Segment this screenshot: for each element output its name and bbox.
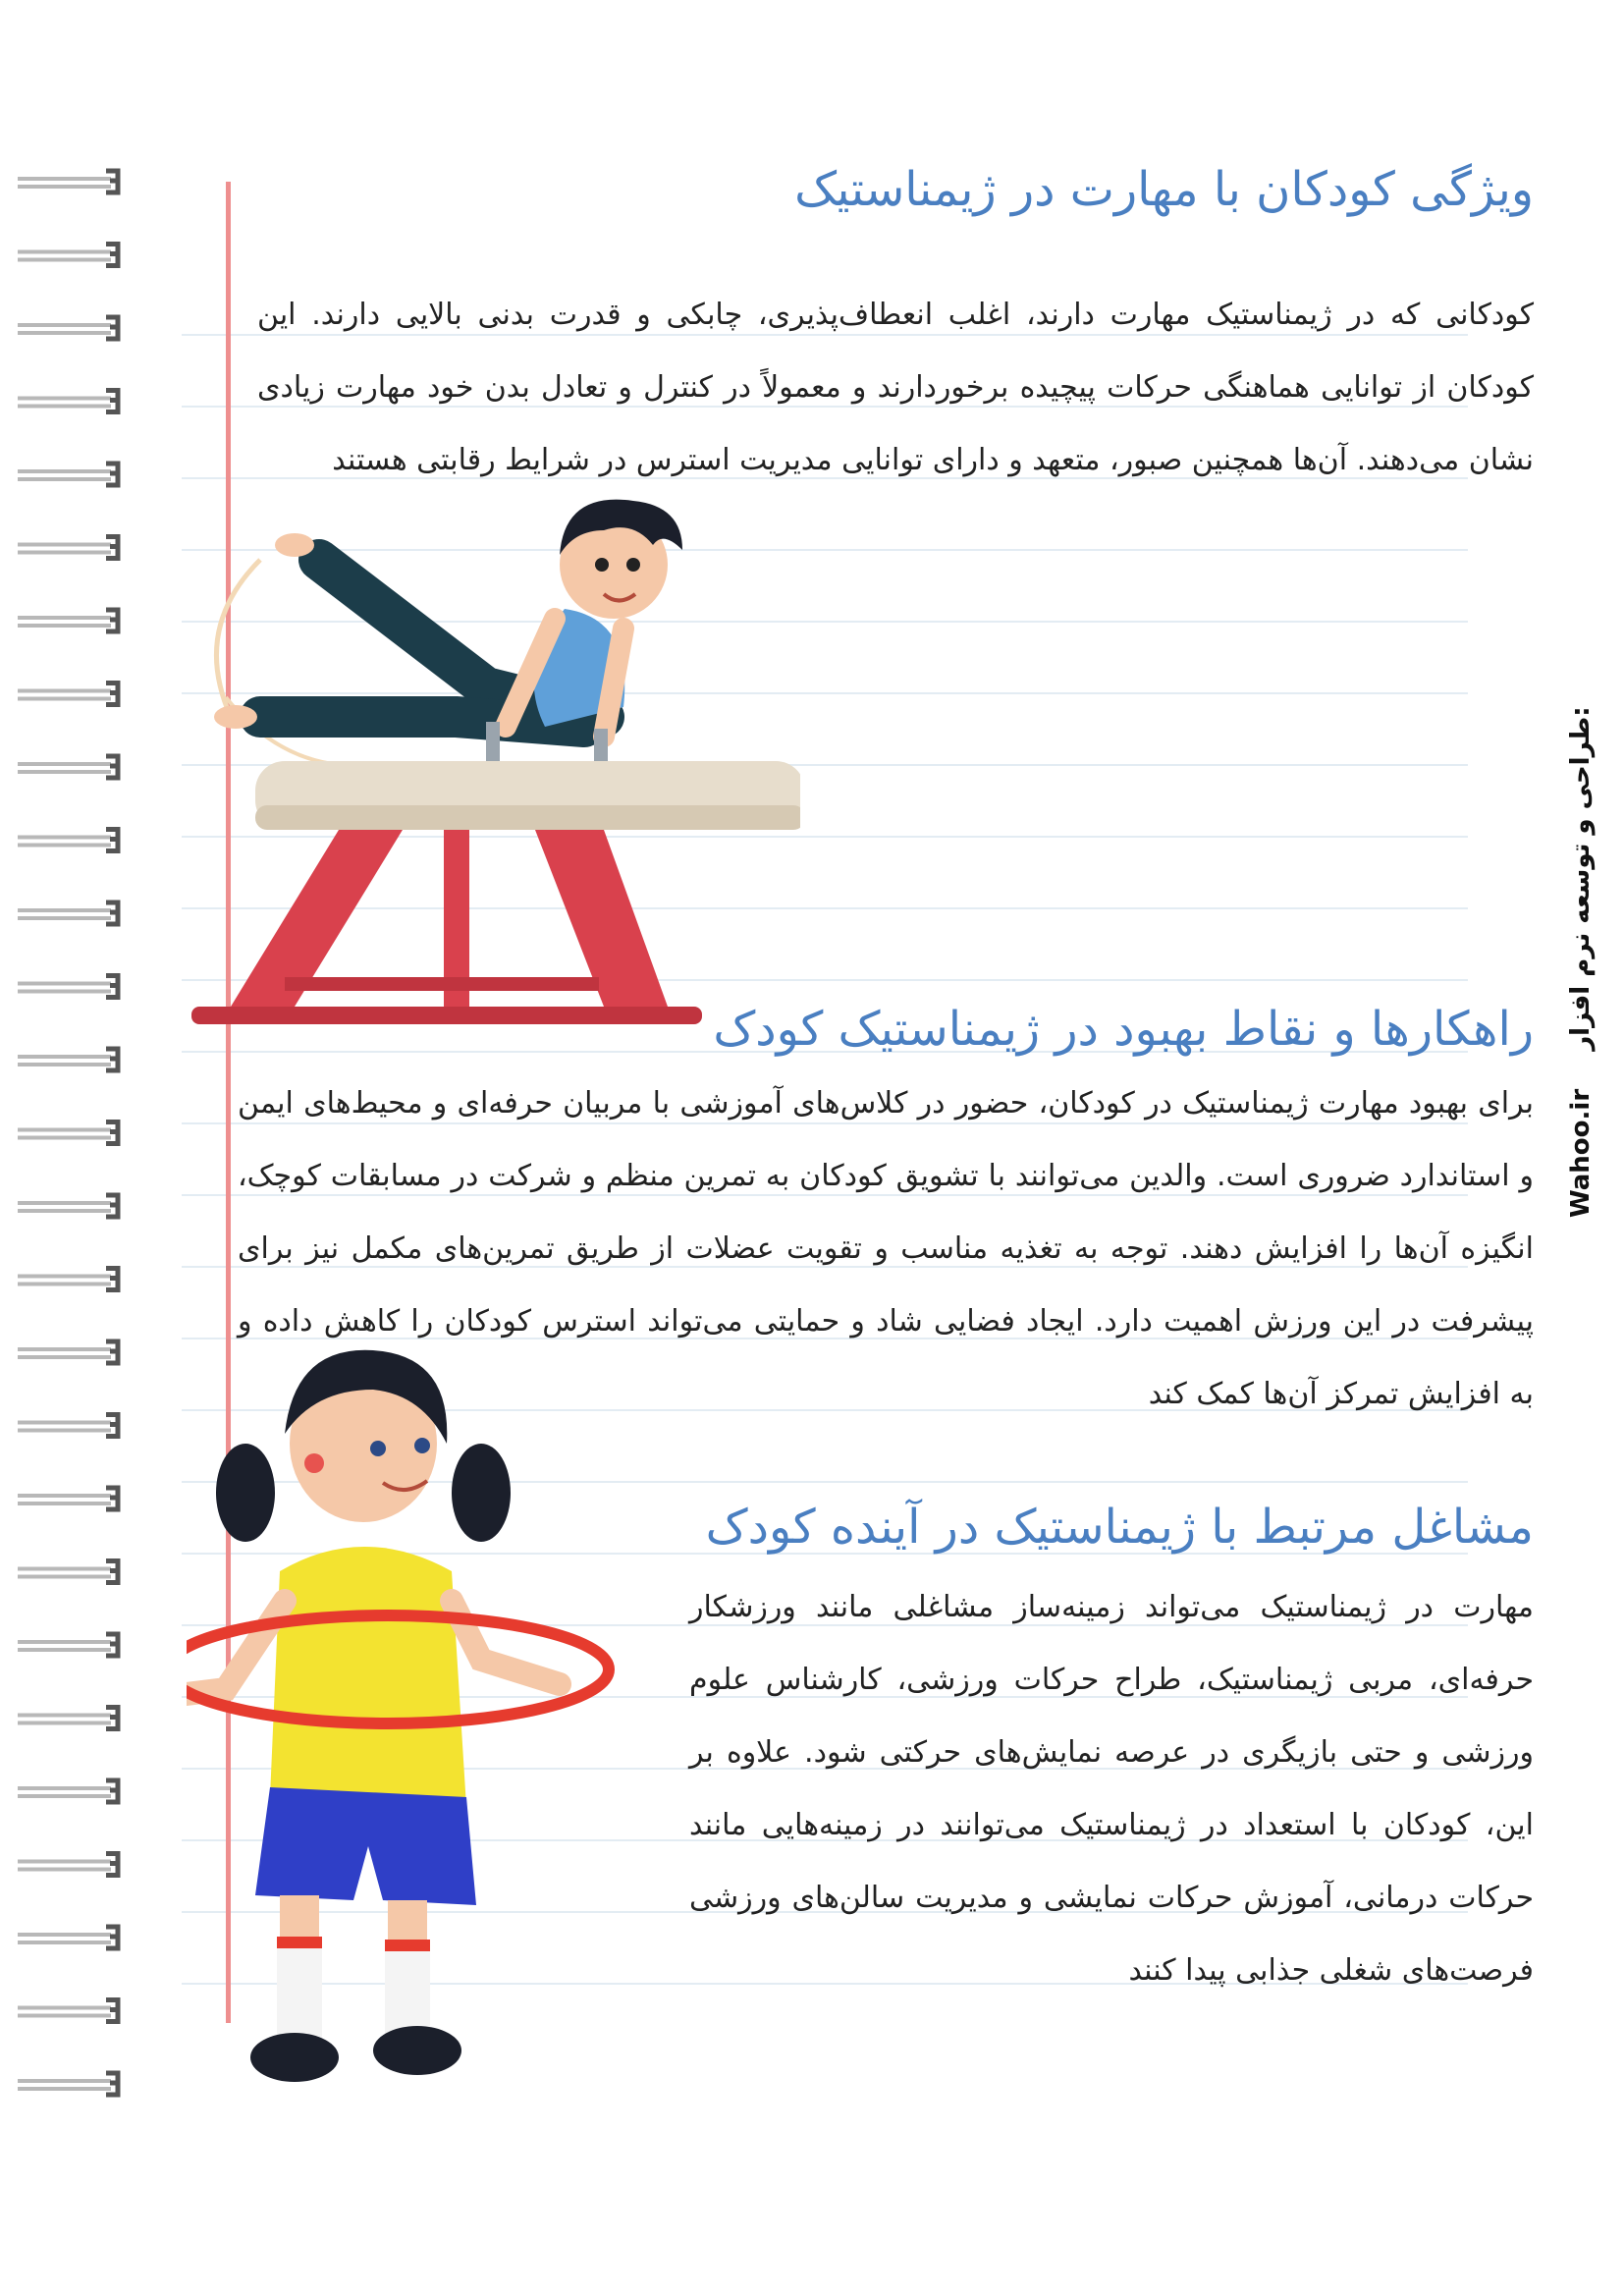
spiral-ring	[18, 2000, 118, 2022]
spiral-ring	[18, 1927, 118, 1948]
spiral-ring	[18, 317, 118, 339]
section-body-traits: کودکانی که در ژیمناستیک مهارت دارند، اغلب انعطاف‌پذیری، چابکی و قدرت بدنی بالایی دارند. این کودکان از توانایی هماهنگی حرکات پیچیده برخوردارند و معمولاً در کنترل و تعادل بدن خود مهارت زیادی نشان می‌دهند. آن‌ها همچنین صبور، متعهد و دارای توانایی مدیریت استرس در شرایط رقابتی هستند	[257, 298, 1534, 477]
spiral-ring	[18, 464, 118, 485]
spiral-ring	[18, 2073, 118, 2095]
section-body-careers: مهارت در ژیمناستیک می‌تواند زمینه‌ساز مشاغلی مانند ورزشکار حرفه‌ای، مربی ژیمناستیک، طراح حرکات ورزشی، کارشناس علوم ورزشی و حتی بازیگری در عرصه نمایش‌های حرکتی شود. علاوه بر این، کودکان با استعداد در ژیمناستیک می‌توانند در زمینه‌هایی مانند حرکات درمانی، آموزش حرکات نمایشی و مدیریت سالن‌های ورزشی فرصت‌های شغلی جذابی پیدا کنند	[689, 1590, 1534, 1988]
section-title-improvement: راهکارها و نقاط بهبود در ژیمناستیک کودک	[713, 1002, 1534, 1057]
spiral-ring	[18, 1561, 118, 1583]
spiral-ring	[18, 1049, 118, 1070]
section-title-traits: ویژگی کودکان با مهارت در ژیمناستیک	[794, 162, 1534, 217]
spiral-ring	[18, 1195, 118, 1217]
spiral-ring	[18, 1341, 118, 1363]
spiral-ring	[18, 245, 118, 266]
section-body-improvement: برای بهبود مهارت ژیمناستیک در کودکان، حضور در کلاس‌های آموزشی با مربیان حرفه‌ای و محیط‌های ایمن و استاندارد ضروری است. والدین می‌توانند با تشویق کودکان به تمرین منظم و شرکت در مسابقات کوچک، انگیزه آن‌ها را افزایش دهند. توجه به تغذیه مناسب و تقویت عضلات از طریق تمرین‌های مکمل نیز برای پیشرفت در این ورزش اهمیت دارد. ایجاد فضایی شاد و حمایتی می‌تواند استرس کودکان را کاهش داده و به افزایش تمرکز آن‌ها کمک کند	[238, 1086, 1534, 1411]
spiral-binding	[0, 0, 137, 2296]
spiral-ring	[18, 171, 118, 192]
spiral-ring	[18, 391, 118, 412]
spiral-ring	[18, 1415, 118, 1437]
spiral-ring	[18, 1122, 118, 1144]
credit-vertical	[1566, 706, 1596, 1218]
spiral-ring	[18, 610, 118, 631]
spiral-ring	[18, 1269, 118, 1290]
spiral-ring	[18, 1488, 118, 1509]
spiral-ring	[18, 902, 118, 924]
spiral-ring	[18, 683, 118, 705]
spiral-ring	[18, 756, 118, 778]
girl-hula-hoop-illustration	[187, 1336, 697, 2102]
credit-site[interactable]: Wahoo.ir	[1566, 1088, 1596, 1218]
spiral-ring	[18, 1854, 118, 1876]
spiral-ring	[18, 976, 118, 998]
section-title-careers: مشاغل مرتبط با ژیمناستیک در آینده کودک	[705, 1500, 1534, 1555]
spiral-ring	[18, 830, 118, 851]
boy-gymnast-illustration	[191, 471, 800, 1041]
spiral-ring	[18, 537, 118, 559]
spiral-ring	[18, 1708, 118, 1729]
spiral-ring	[18, 1634, 118, 1656]
credit-label: طراحی و توسعه نرم افزار:	[1566, 706, 1596, 1051]
spiral-ring	[18, 1780, 118, 1802]
